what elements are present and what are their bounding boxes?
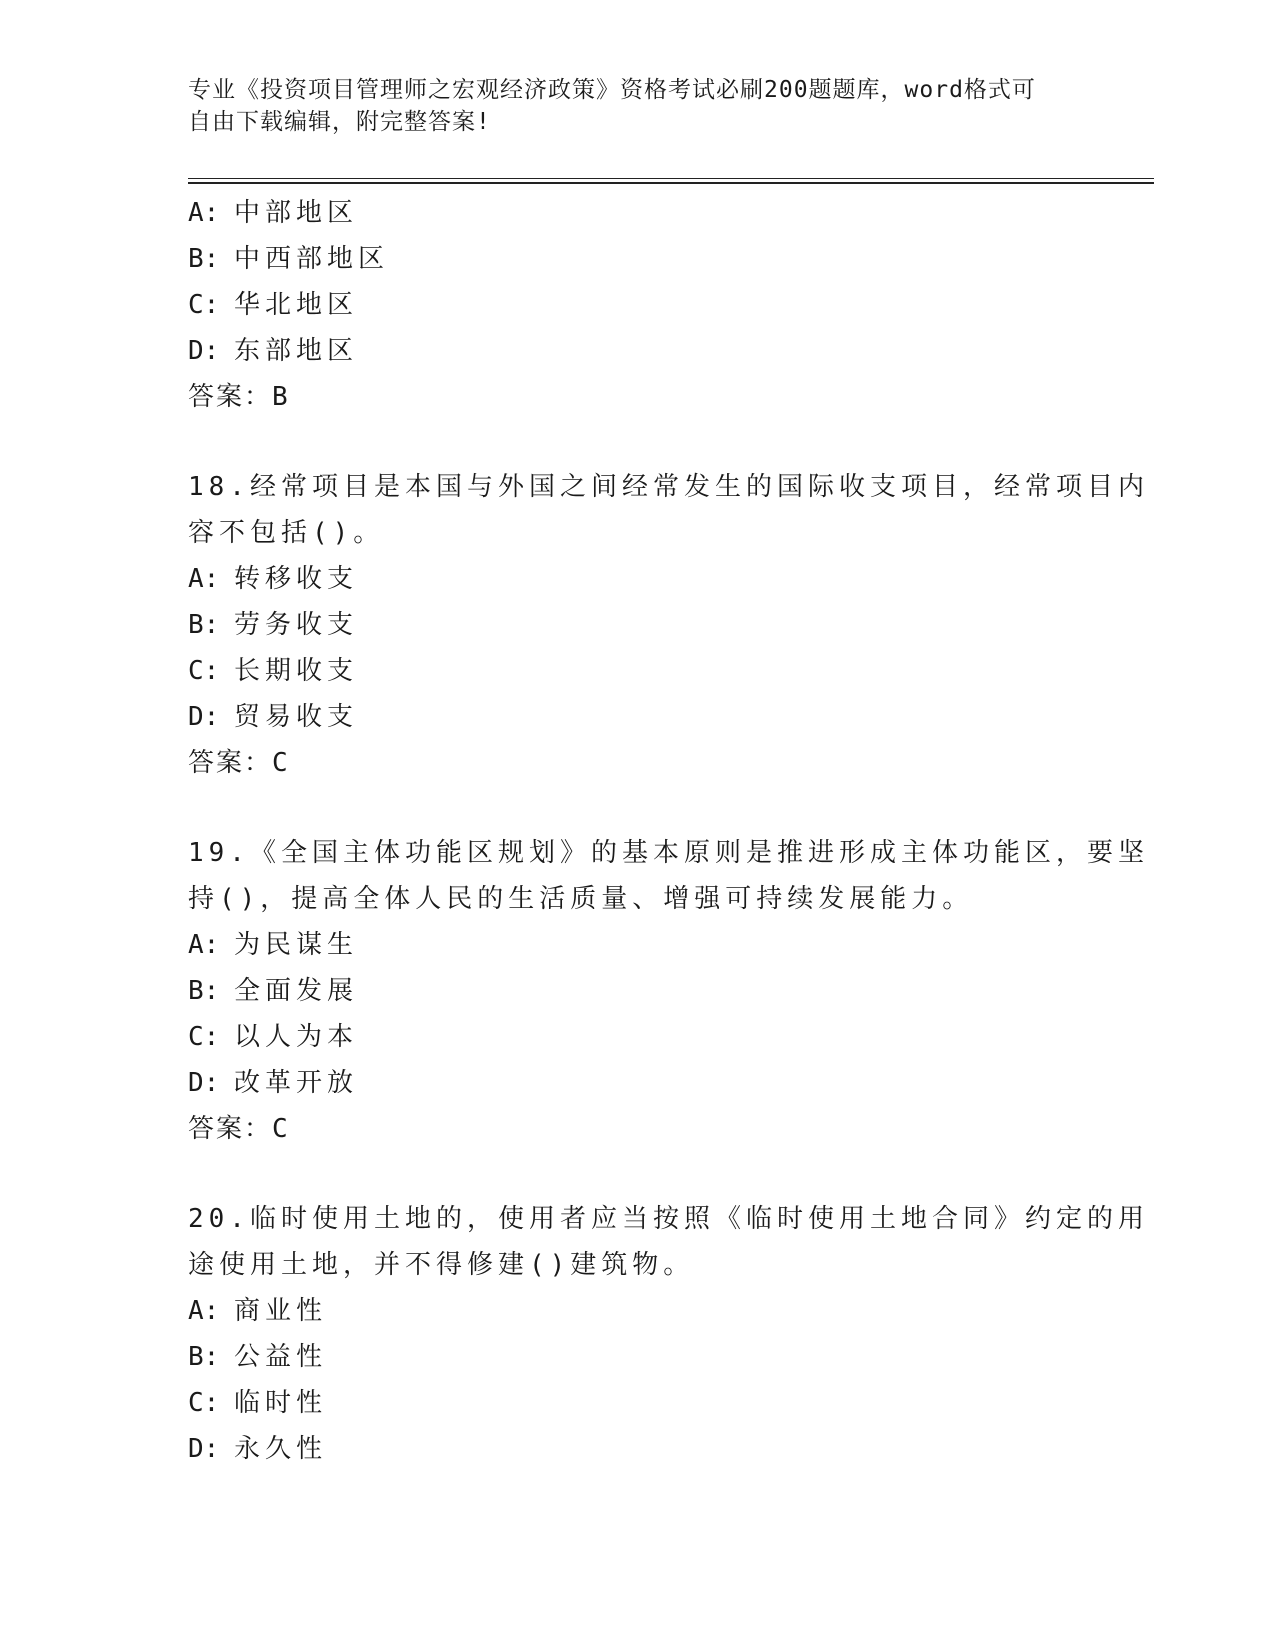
option-d [188, 1426, 1088, 1472]
question-content [188, 190, 1149, 1472]
spacer [188, 1152, 1088, 1196]
option-a [188, 190, 1088, 236]
question-stem-line: 18.经常项目是本国与外国之间经常发生的国际收支项目，经常项目内 [188, 472, 1149, 502]
option-key: D: [188, 336, 220, 366]
option-a [188, 922, 1088, 968]
option-key: B: [188, 1342, 220, 1372]
option-text: 公益性 [234, 1342, 328, 1372]
option-key: D: [188, 1068, 220, 1098]
header-line-2: 自由下载编辑，附完整答案! [188, 109, 491, 135]
header-line-1: 专业《投资项目管理师之宏观经济政策》资格考试必刷200题题库，word格式可 [188, 77, 1036, 103]
option-text: 以人为本 [234, 1022, 359, 1052]
option-key: C: [188, 1022, 220, 1052]
option-text: 贸易收支 [234, 702, 359, 732]
option-key: C: [188, 656, 220, 686]
option-key: C: [188, 290, 220, 320]
option-b [188, 236, 1088, 282]
header-divider-thick [188, 182, 1154, 184]
option-text: 全面发展 [234, 976, 359, 1006]
option-key: D: [188, 1434, 220, 1464]
option-b [188, 968, 1088, 1014]
option-text: 转移收支 [234, 564, 359, 594]
option-text: 临时性 [234, 1388, 328, 1418]
question-stem-line: 途使用土地，并不得修建()建筑物。 [188, 1250, 695, 1280]
answer-line: 答案：C [188, 748, 290, 778]
question-stem-line: 20.临时使用土地的，使用者应当按照《临时使用土地合同》约定的用 [188, 1204, 1149, 1234]
option-key: A: [188, 930, 220, 960]
option-text: 为民谋生 [234, 930, 359, 960]
option-d [188, 1060, 1088, 1106]
option-c [188, 1014, 1088, 1060]
option-c [188, 282, 1088, 328]
question-stem-line: 19.《全国主体功能区规划》的基本原则是推进形成主体功能区，要坚 [188, 838, 1149, 868]
option-text: 中部地区 [234, 198, 359, 228]
option-key: D: [188, 702, 220, 732]
option-text: 改革开放 [234, 1068, 359, 1098]
option-c [188, 648, 1088, 694]
option-key: B: [188, 610, 220, 640]
option-key: C: [188, 1388, 220, 1418]
option-b [188, 602, 1088, 648]
question-stem-line: 容不包括()。 [188, 518, 385, 548]
answer-line: 答案：B [188, 382, 290, 412]
option-text: 永久性 [234, 1434, 328, 1464]
option-text: 华北地区 [234, 290, 359, 320]
option-text: 东部地区 [234, 336, 359, 366]
option-key: B: [188, 244, 220, 274]
question-19 [188, 830, 1149, 1152]
option-text: 劳务收支 [234, 610, 359, 640]
spacer [188, 420, 1088, 464]
option-key: A: [188, 1296, 220, 1326]
option-text: 长期收支 [234, 656, 359, 686]
question-stem-line: 持()，提高全体人民的生活质量、增强可持续发展能力。 [188, 884, 974, 914]
question-17 [188, 190, 1088, 420]
option-d [188, 694, 1088, 740]
option-key: A: [188, 564, 220, 594]
option-c [188, 1380, 1088, 1426]
option-b [188, 1334, 1088, 1380]
option-a [188, 556, 1088, 602]
question-20 [188, 1196, 1149, 1472]
option-d [188, 328, 1088, 374]
header-divider [188, 178, 1154, 179]
answer-line: 答案：C [188, 1114, 290, 1144]
option-a [188, 1288, 1088, 1334]
option-key: B: [188, 976, 220, 1006]
option-key: A: [188, 198, 220, 228]
spacer [188, 786, 1088, 830]
page-header [188, 74, 1068, 138]
question-18 [188, 464, 1149, 786]
option-text: 商业性 [234, 1296, 328, 1326]
option-text: 中西部地区 [234, 244, 390, 274]
